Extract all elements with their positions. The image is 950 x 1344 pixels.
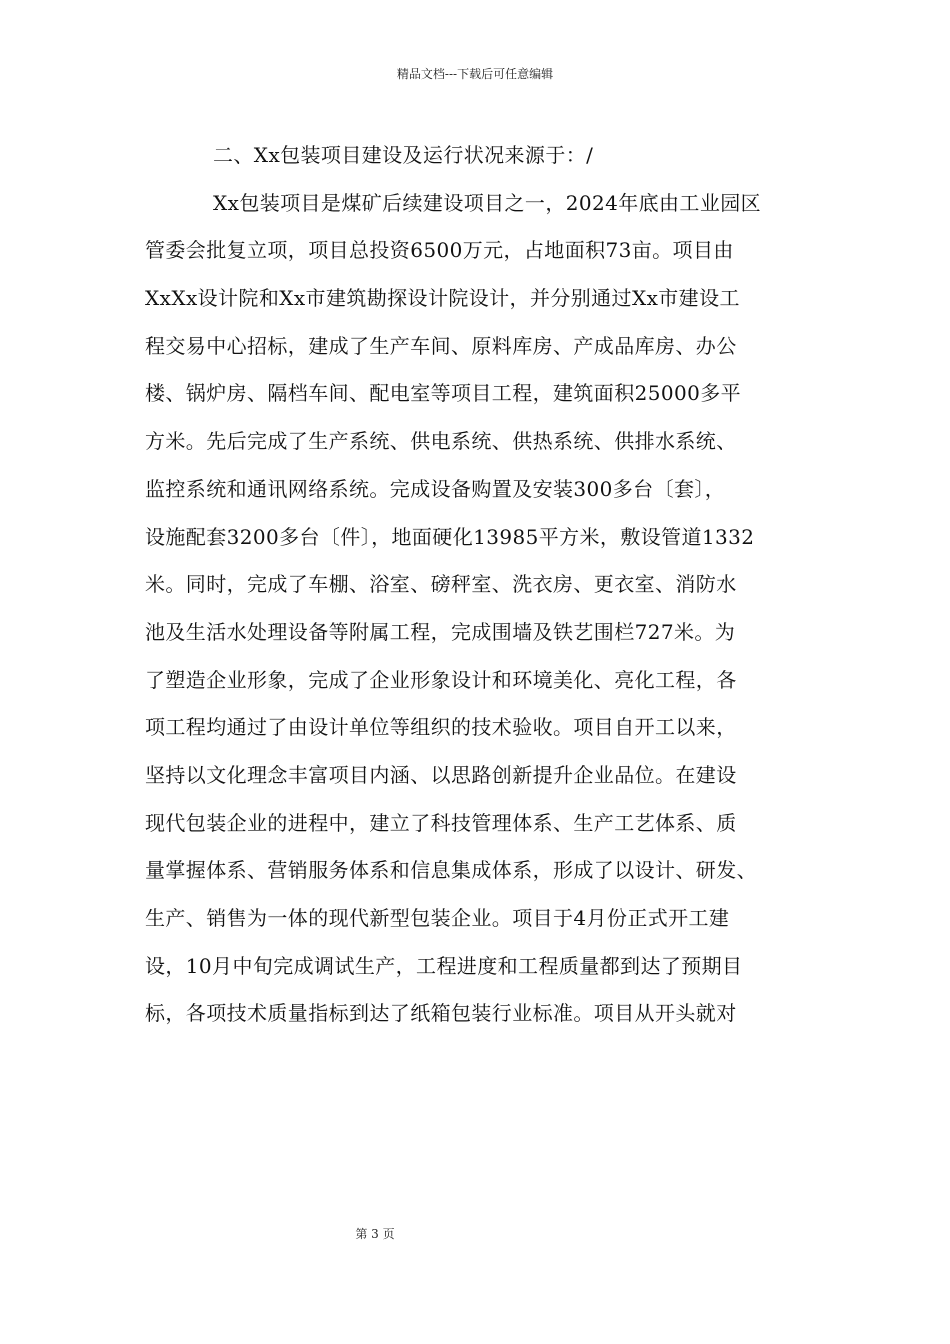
paragraph-line: 设施配套3200多台〔件〕，地面硬化13985平方米，敷设管道1332 [145,524,755,549]
paragraph-line: Xx包装项目是煤矿后续建设项目之一，2024年底由工业园区 [213,190,762,215]
paragraph-line: 监控系统和通讯网络系统。完成设备购置及安装300多台〔套〕， [145,476,726,501]
paragraph-line: 项工程均通过了由设计单位等组织的技术验收。项目自开工以来， [145,715,737,740]
paragraph-line: 坚持以文化理念丰富项目内涵、以思路创新提升企业品位。在建设 [145,762,737,787]
paragraph-line: 设，10月中旬完成调试生产，工程进度和工程质量都到达了预期目 [145,953,743,978]
paragraph-line: 量掌握体系、营销服务体系和信息集成体系，形成了以设计、研发、 [145,858,757,883]
paragraph-line: 米。同时，完成了车棚、浴室、磅秤室、洗衣房、更衣室、消防水 [145,572,737,597]
paragraph-line: 生产、销售为一体的现代新型包装企业。项目于4月份正式开工建 [145,906,730,930]
paragraph-line: 楼、锅炉房、隔档车间、配电室等项目工程，建筑面积25000多平 [145,381,742,406]
paragraph-line: 了塑造企业形象，完成了企业形象设计和环境美化、亮化工程，各 [145,667,737,692]
page-number: 第 3 页 [355,1227,395,1241]
paragraph-line: 方米。先后完成了生产系统、供电系统、供热系统、供排水系统、 [145,429,737,454]
paragraph-line: XxXx设计院和Xx市建筑勘探设计院设计，并分别通过Xx市建设工 [145,286,740,311]
section-heading: 二、Xx包装项目建设及运行状况来源于：/ [213,143,594,167]
paragraph-line: 池及生活水处理设备等附属工程，完成围墙及铁艺围栏727米。为 [145,619,736,644]
paragraph-line: 程交易中心招标，建成了生产车间、原料库房、产成品库房、办公 [145,333,737,358]
document-body [145,132,825,1038]
paragraph-line: 标，各项技术质量指标到达了纸箱包装行业标准。项目从开头就对 [145,1001,737,1026]
page-header: 精品文档---下载后可任意编辑 [396,67,554,81]
paragraph-line: 现代包装企业的进程中，建立了科技管理体系、生产工艺体系、质 [145,810,737,835]
paragraph-line: 管委会批复立项，项目总投资6500万元，占地面积73亩。项目由 [145,238,734,263]
